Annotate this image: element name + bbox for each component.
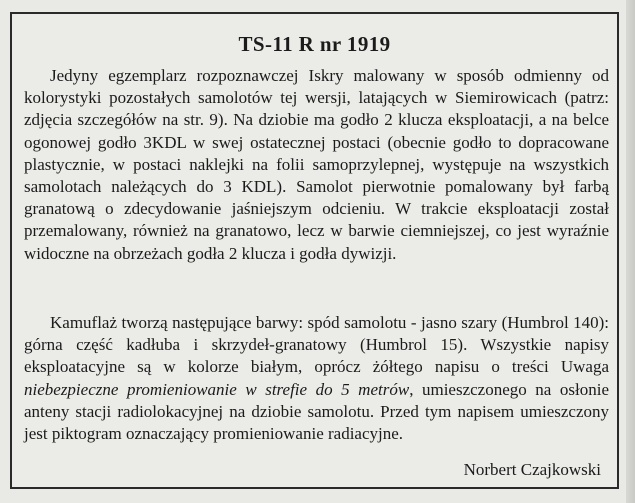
paragraph-description: Jedyny egzemplarz rozpoznawczej Iskry malowany w sposób odmienny od kolorystyki pozostałych samolotów tej wersji, latających w Siemirowicach (patrz: zdjęcia szczegółów na str. 9). Na dziobie ma godło 2 klucza eksploatacji, a na belce ogonowej godło 3KDL w swej ostatecznej postaci (obecnie godło to dopracowane plastycznie, w postaci naklejki na folii samoprzylepnej, występuje na wszystkich samolotach należących do 3 KDL). Samolot pierwotnie pomalowany był farbą granatową o zdecydowanie jaśniejszym odcieniu. W trakcie eksploatacji został przemalowany, również na granatowo, lecz w barwie ciemniejszej, co jest wyraźnie widoczne na obrzeżach godła 2 klucza i godła dywizji.	[24, 66, 609, 263]
warning-inscription: niebezpieczne promieniowanie w strefie do 5 metrów	[24, 379, 410, 399]
author-signature: Norbert Czajkowski	[463, 460, 601, 479]
camouflage-text-end: , umieszczonego na osłonie anteny stacji radiolokacyjnej na dziobie samolotu. Przed tym napisem umieszczony jest piktogram oznaczający promieniowanie radiacyjne.	[24, 379, 609, 444]
article-title: TS-11 R nr 1919	[238, 32, 391, 56]
page-edge	[626, 0, 635, 503]
paragraph-camouflage	[24, 312, 609, 445]
camouflage-text-start: Kamuflaż tworzą następujące barwy: spód samolotu - jasno szary (Humbrol 140): górna część kadłuba i skrzydeł-granatowy (Humbrol 15). Wszystkie napisy eksploatacyjne są w kolorze białym, oprócz żółtego napisu o treści Uwaga	[24, 313, 609, 377]
article-box	[10, 12, 619, 489]
